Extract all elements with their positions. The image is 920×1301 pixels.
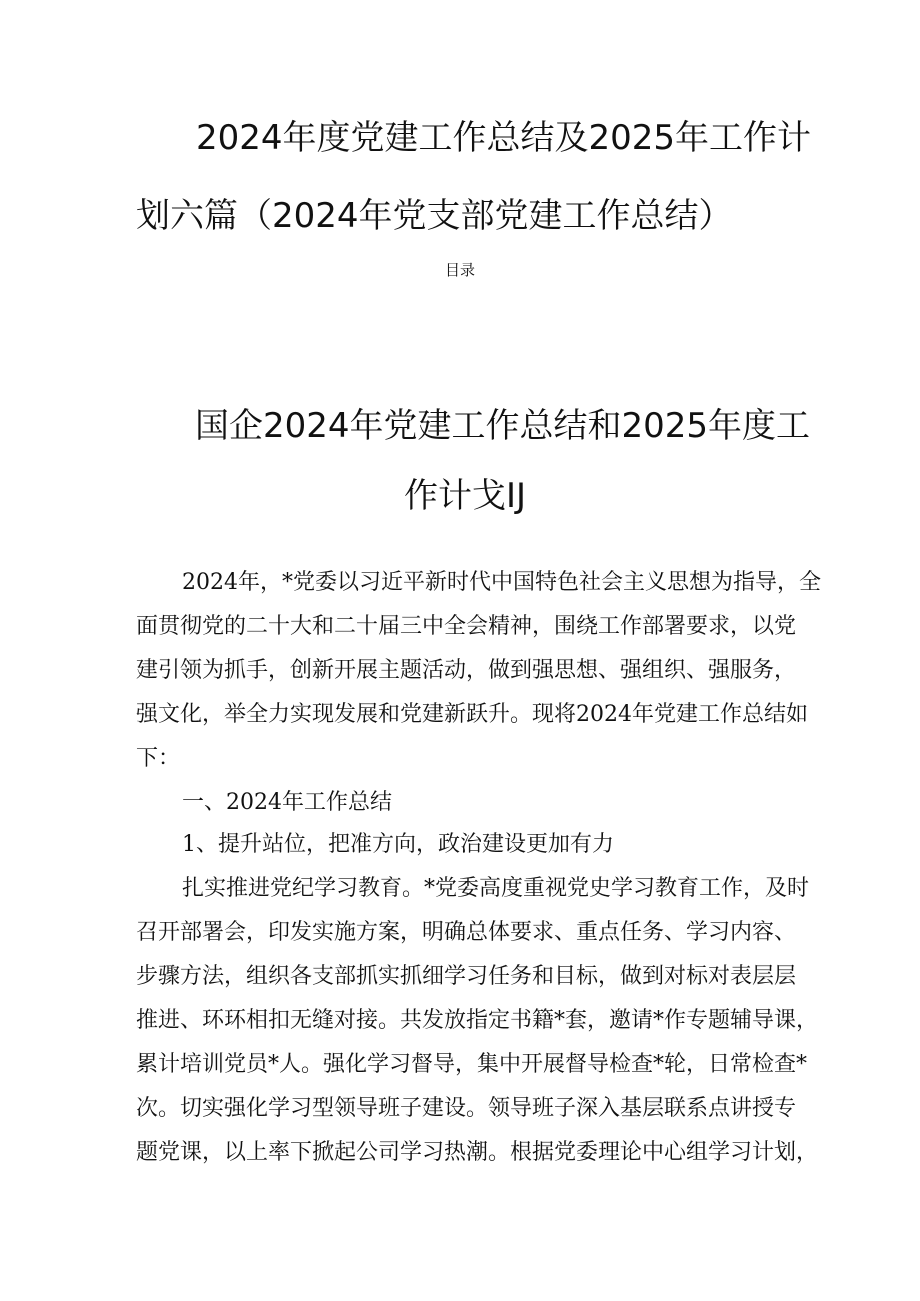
body-line-5: 下： bbox=[136, 746, 181, 771]
body-line-8: 扎实推进党纪学习教育。*党委高度重视党史学习教育工作，及时 bbox=[182, 876, 810, 901]
body-line-11: 推进、环环相扣无缝对接。共发放指定书籍*套，邀请*作专题辅导课， bbox=[136, 1008, 819, 1033]
subsection-heading: 1、提升站位，把准方向，政治建设更加有力 bbox=[182, 832, 614, 857]
body-line-13: 次。切实强化学习型领导班子建设。领导班子深入基层联系点讲授专 bbox=[136, 1096, 797, 1121]
document-title-line-1: 2024年度党建工作总结及2025年工作计 bbox=[196, 118, 812, 158]
body-line-12: 累计培训党员*人。强化学习督导，集中开展督导检查*轮，日常检查* bbox=[136, 1052, 808, 1077]
body-line-9: 召开部署会，印发实施方案，明确总体要求、重点任务、学习内容、 bbox=[136, 920, 797, 945]
body-line-3: 建引领为抓手，创新开展主题活动，做到强思想、强组织、强服务， bbox=[136, 658, 797, 683]
body-line-1: 2024年，*党委以习近平新时代中国特色社会主义思想为指导，全 bbox=[182, 570, 821, 595]
section-title-line-2: 作计戈IJ bbox=[404, 476, 527, 516]
body-line-2: 面贯彻党的二十大和二十届三中全会精神，围绕工作部署要求，以党 bbox=[136, 614, 797, 639]
table-of-contents-label: 目录 bbox=[444, 261, 475, 279]
body-line-14: 题党课，以上率下掀起公司学习热潮。根据党委理论中心组学习计划， bbox=[136, 1140, 819, 1165]
section-heading: 一、2024年工作总结 bbox=[182, 790, 392, 815]
document-title-line-2: 划六篇（2024年党支部党建工作总结） bbox=[136, 196, 733, 236]
section-title-line-1: 国企2024年党建工作总结和2025年度工 bbox=[195, 406, 811, 446]
body-line-10: 步骤方法，组织各支部抓实抓细学习任务和目标，做到对标对表层层 bbox=[136, 964, 797, 989]
body-line-4: 强文化，举全力实现发展和党建新跃升。现将2024年党建工作总结如 bbox=[136, 702, 808, 727]
